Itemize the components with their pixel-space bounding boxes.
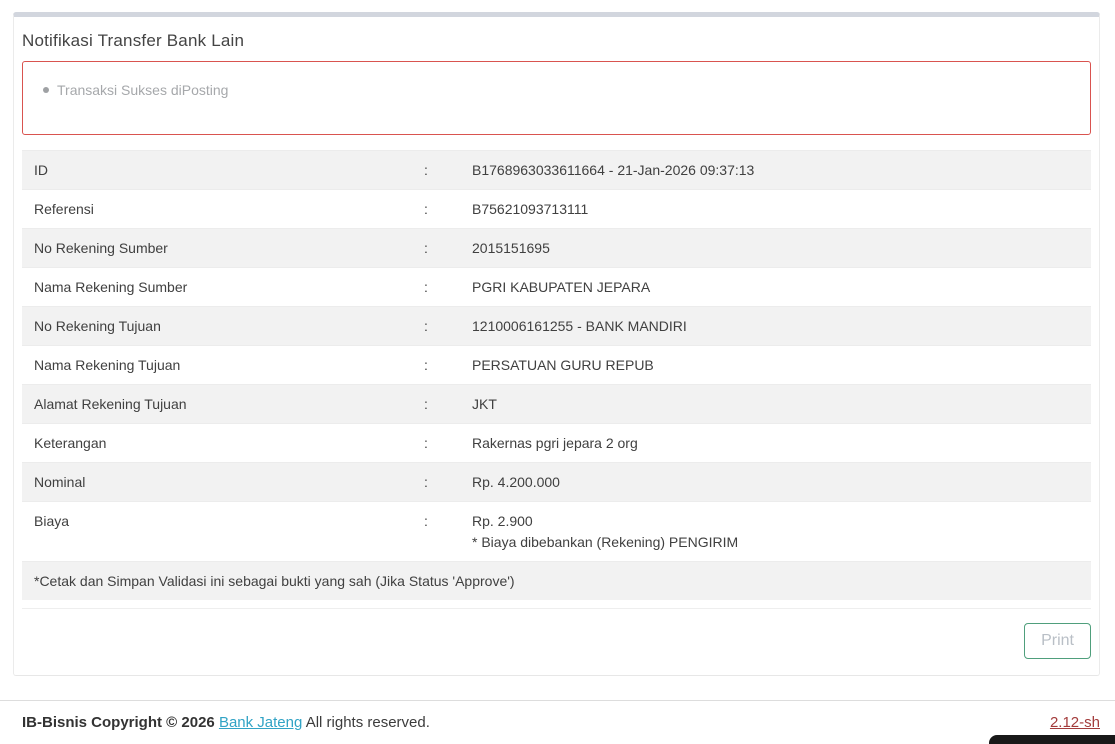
- status-alert-item: [57, 82, 1075, 98]
- status-alert: [22, 61, 1091, 135]
- footer-copyright-bold: IB-Bisnis Copyright © 2026: [22, 714, 215, 731]
- row-value-note: * Biaya dibebankan (Rekening) PENGIRIM: [472, 534, 739, 550]
- row-label: No Rekening Sumber: [22, 229, 412, 268]
- footer-copyright: [22, 714, 430, 731]
- row-value: Rp. 4.200.000: [472, 474, 560, 490]
- row-value-cell: [460, 346, 1091, 385]
- row-value-cell: [460, 190, 1091, 229]
- print-button[interactable]: Print: [1024, 623, 1091, 659]
- row-value-cell: [460, 268, 1091, 307]
- details-table-body: [22, 151, 1091, 562]
- row-value-cell: [460, 307, 1091, 346]
- row-value: PERSATUAN GURU REPUB: [472, 357, 654, 373]
- status-alert-message: Transaksi Sukses diPosting: [57, 82, 229, 98]
- row-value-cell: [460, 385, 1091, 424]
- table-row: [22, 229, 1091, 268]
- row-label: ID: [22, 151, 412, 190]
- row-separator: :: [412, 346, 460, 385]
- table-row: [22, 307, 1091, 346]
- row-label: Referensi: [22, 190, 412, 229]
- row-value: PGRI KABUPATEN JEPARA: [472, 279, 651, 295]
- row-separator: :: [412, 229, 460, 268]
- row-value: JKT: [472, 396, 497, 412]
- row-label: Biaya: [22, 502, 412, 562]
- row-value: B75621093713111: [472, 201, 589, 217]
- row-label: Nama Rekening Tujuan: [22, 346, 412, 385]
- bottom-right-overlay-bar: [989, 735, 1115, 744]
- row-separator: :: [412, 424, 460, 463]
- row-value-cell: [460, 229, 1091, 268]
- row-value: 2015151695: [472, 240, 550, 256]
- row-value: 1210006161255 - BANK MANDIRI: [472, 318, 687, 334]
- row-separator: :: [412, 307, 460, 346]
- table-row: [22, 502, 1091, 562]
- table-row: [22, 463, 1091, 502]
- row-value-cell: [460, 463, 1091, 502]
- page-title: Notifikasi Transfer Bank Lain: [22, 31, 245, 50]
- bank-jateng-link[interactable]: Bank Jateng: [218, 714, 303, 731]
- page-footer: [0, 700, 1115, 731]
- row-value-cell: [460, 151, 1091, 190]
- row-label: Alamat Rekening Tujuan: [22, 385, 412, 424]
- table-row: [22, 268, 1091, 307]
- print-area: [22, 609, 1091, 675]
- transfer-details-table: [22, 150, 1091, 561]
- row-value-cell: [460, 502, 1091, 562]
- row-label: No Rekening Tujuan: [22, 307, 412, 346]
- row-separator: :: [412, 463, 460, 502]
- table-row: [22, 190, 1091, 229]
- status-alert-list: [57, 82, 1075, 98]
- row-value: Rp. 2.900: [472, 513, 533, 529]
- table-row: [22, 424, 1091, 463]
- table-row: [22, 346, 1091, 385]
- row-separator: :: [412, 385, 460, 424]
- row-value-cell: [460, 424, 1091, 463]
- row-separator: :: [412, 502, 460, 562]
- bullet-icon: [43, 87, 49, 93]
- row-separator: :: [412, 151, 460, 190]
- table-row: [22, 385, 1091, 424]
- row-separator: :: [412, 268, 460, 307]
- row-value: B1768963033611664 - 21-Jan-2026 09:37:13: [472, 162, 755, 178]
- validation-note: *Cetak dan Simpan Validasi ini sebagai bukti yang sah (Jika Status 'Approve'): [22, 561, 1091, 600]
- row-value: Rakernas pgri jepara 2 org: [472, 435, 638, 451]
- row-label: Keterangan: [22, 424, 412, 463]
- table-row: [22, 151, 1091, 190]
- row-label: Nama Rekening Sumber: [22, 268, 412, 307]
- footer-version: [1050, 714, 1100, 731]
- row-label: Nominal: [22, 463, 412, 502]
- footer-rights: All rights reserved.: [305, 714, 430, 731]
- notification-panel: [13, 12, 1100, 676]
- version-link[interactable]: 2.12-sh: [1049, 714, 1100, 731]
- row-separator: :: [412, 190, 460, 229]
